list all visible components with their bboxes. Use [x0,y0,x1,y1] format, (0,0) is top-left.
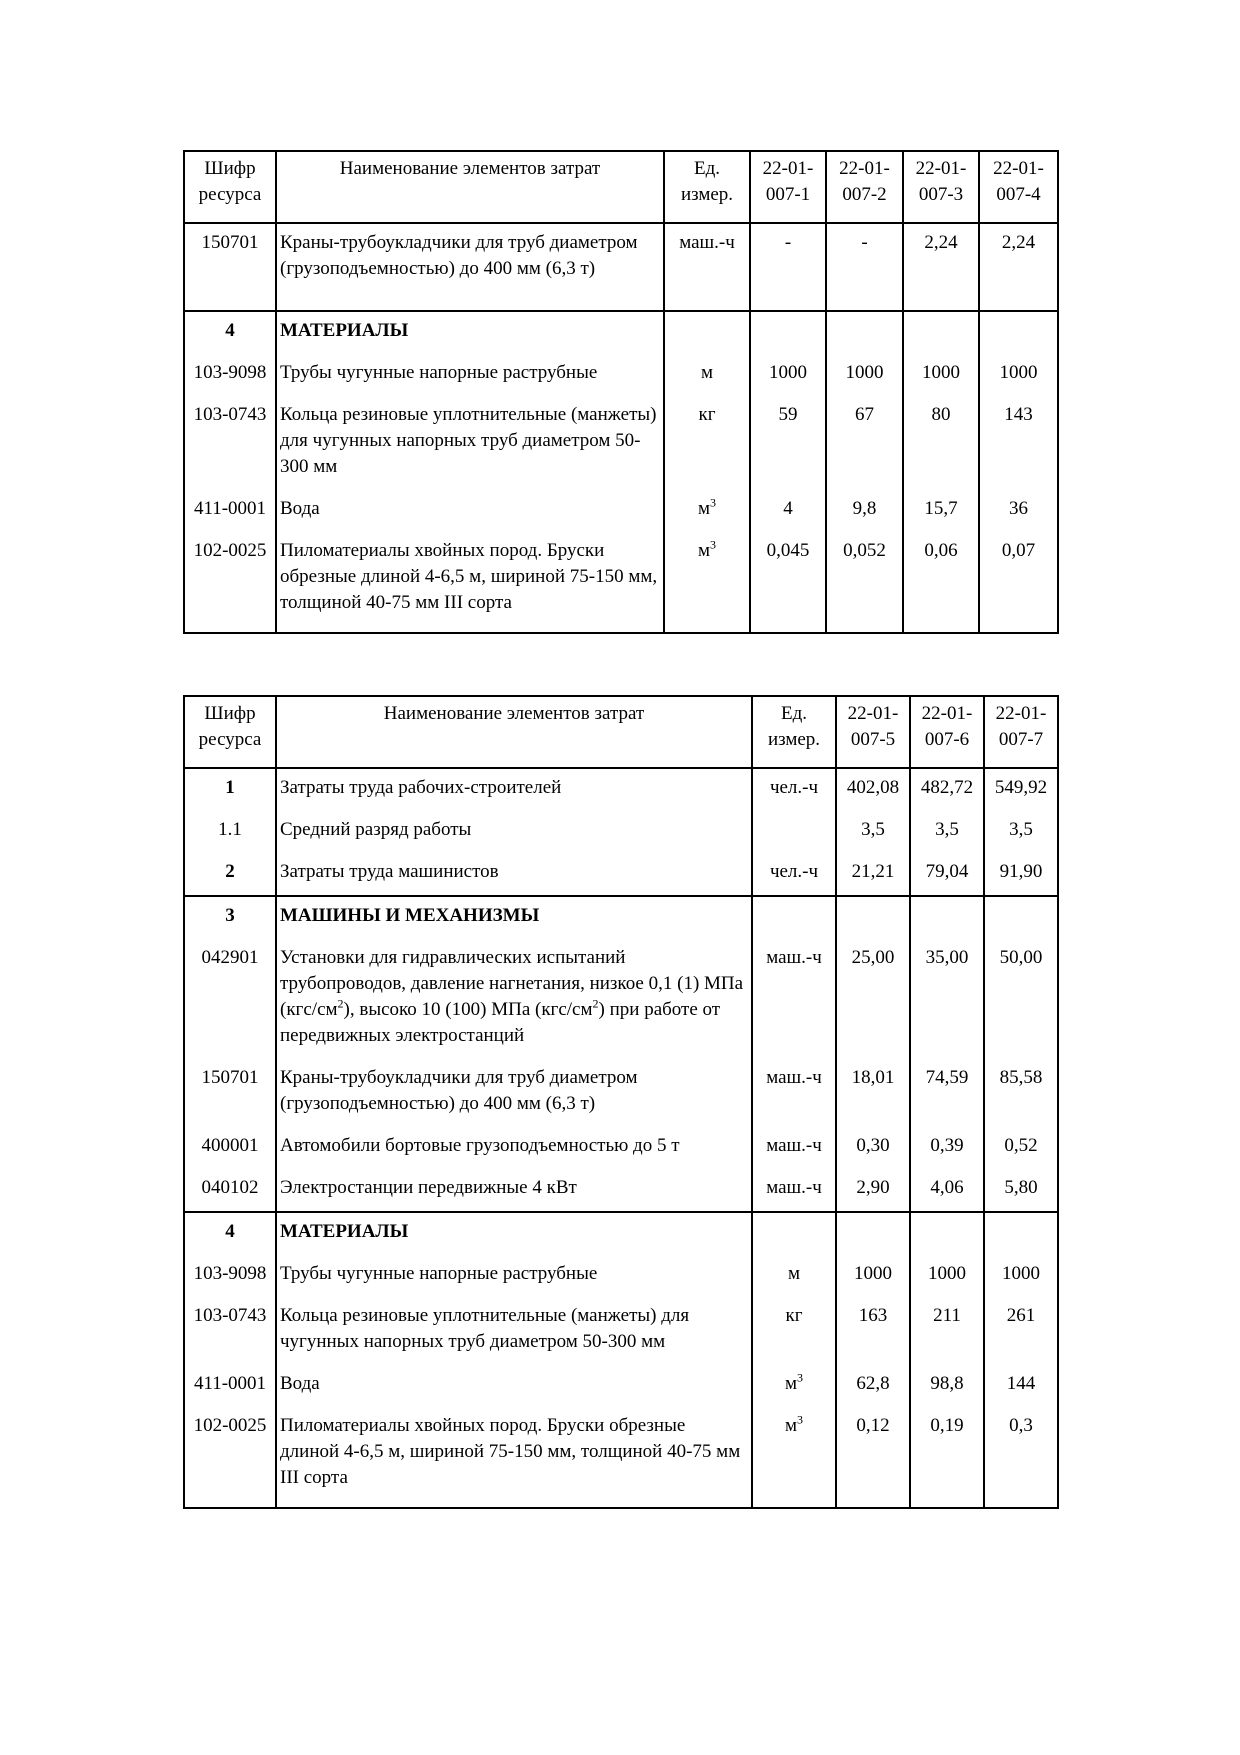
value-cell: 1000 [984,1255,1058,1297]
value-cell: 21,21 [836,853,910,896]
table-row [184,1169,1058,1212]
resource-code: 411-0001 [184,490,276,532]
resource-code: 1 [184,768,276,811]
value-cell: 3,5 [984,811,1058,853]
value-cell: 0,06 [903,532,979,633]
resource-name: Затраты труда рабочих-строителей [276,768,752,811]
table-row [184,1407,1058,1508]
value-cell: 143 [979,396,1058,490]
value-cell: 62,8 [836,1365,910,1407]
resource-table-2 [183,695,1059,1509]
header-code: Шифр ресурса [184,151,276,223]
value-cell: 4 [750,490,826,532]
resource-name: Пиломатериалы хвойных пород. Бруски обрезные длиной 4-6,5 м, шириной 75-150 мм, толщиной 40-75 мм III сорта [276,1407,752,1508]
value-cell: 1000 [826,354,903,396]
resource-name: Кольца резиновые уплотнительные (манжеты) для чугунных напорных труб диаметром 50-300 мм [276,1297,752,1365]
resource-name: Трубы чугунные напорные раструбные [276,1255,752,1297]
value-cell: 482,72 [910,768,984,811]
resource-name: Кольца резиновые уплотнительные (манжеты) для чугунных напорных труб диаметром 50-300 мм [276,396,664,490]
resource-name: Автомобили бортовые грузоподъемностью до 5 т [276,1127,752,1169]
resource-unit: чел.-ч [752,853,836,896]
value-cell: 1000 [836,1255,910,1297]
value-cell: 0,19 [910,1407,984,1508]
resource-code: 150701 [184,1059,276,1127]
header-col: 22-01-007-7 [984,696,1058,768]
value-cell: 2,90 [836,1169,910,1212]
header-col: 22-01-007-5 [836,696,910,768]
resource-unit: маш.-ч [752,1059,836,1127]
value-cell: 211 [910,1297,984,1365]
table-row [184,354,1058,396]
value-cell: 1000 [979,354,1058,396]
value-cell: 549,92 [984,768,1058,811]
header-unit: Ед. измер. [752,696,836,768]
value-cell: 18,01 [836,1059,910,1127]
section-header-row [184,1212,1058,1255]
resource-code: 102-0025 [184,532,276,633]
value-cell: 0,30 [836,1127,910,1169]
table-row [184,1365,1058,1407]
value-cell: 59 [750,396,826,490]
value-cell: 9,8 [826,490,903,532]
resource-unit: чел.-ч [752,768,836,811]
resource-unit: маш.-ч [752,939,836,1059]
table-row [184,1059,1058,1127]
table-row [184,853,1058,896]
table-row [184,939,1058,1059]
value-cell: 91,90 [984,853,1058,896]
resource-code: 103-9098 [184,354,276,396]
value-cell: 1000 [750,354,826,396]
header-col: 22-01-007-6 [910,696,984,768]
value-cell: 85,58 [984,1059,1058,1127]
section-header-row [184,311,1058,354]
section-code: 4 [184,1212,276,1255]
value-cell: 79,04 [910,853,984,896]
header-col: 22-01-007-2 [826,151,903,223]
header-unit: Ед. измер. [664,151,750,223]
resource-unit [752,811,836,853]
table-header-row [184,151,1058,223]
resource-code: 411-0001 [184,1365,276,1407]
header-name: Наименование элементов затрат [276,696,752,768]
resource-code: 103-0743 [184,396,276,490]
value-cell: 2,24 [979,223,1058,311]
value-cell: - [750,223,826,311]
value-cell: 0,39 [910,1127,984,1169]
resource-code: 150701 [184,223,276,311]
resource-unit: $м^3$ [752,1407,836,1508]
resource-code: 103-0743 [184,1297,276,1365]
value-cell: 25,00 [836,939,910,1059]
resource-name: Вода [276,1365,752,1407]
value-cell: 3,5 [836,811,910,853]
value-cell: 74,59 [910,1059,984,1127]
value-cell: 261 [984,1297,1058,1365]
table-row [184,490,1058,532]
resource-name: Электростанции передвижные 4 кВт [276,1169,752,1212]
resource-table-1 [183,150,1059,634]
value-cell: 3,5 [910,811,984,853]
value-cell: 0,12 [836,1407,910,1508]
header-name: Наименование элементов затрат [276,151,664,223]
value-cell: 163 [836,1297,910,1365]
resource-unit: $м^3$ [664,532,750,633]
resource-unit: $м^3$ [752,1365,836,1407]
value-cell: 402,08 [836,768,910,811]
header-code: Шифр ресурса [184,696,276,768]
value-cell: 1000 [903,354,979,396]
resource-code: 040102 [184,1169,276,1212]
section-title: МАШИНЫ И МЕХАНИЗМЫ [276,896,752,939]
value-cell: - [826,223,903,311]
table-row [184,811,1058,853]
value-cell: 15,7 [903,490,979,532]
value-cell: 1000 [910,1255,984,1297]
table-row [184,768,1058,811]
resource-unit: м [752,1255,836,1297]
resource-unit: маш.-ч [664,223,750,311]
resource-name: Трубы чугунные напорные раструбные [276,354,664,396]
value-cell: 35,00 [910,939,984,1059]
resource-code: 102-0025 [184,1407,276,1508]
value-cell: 98,8 [910,1365,984,1407]
resource-name: Вода [276,490,664,532]
table-row [184,223,1058,311]
resource-unit: маш.-ч [752,1169,836,1212]
header-col: 22-01-007-3 [903,151,979,223]
table-row [184,1297,1058,1365]
resource-code: 400001 [184,1127,276,1169]
value-cell: 0,52 [984,1127,1058,1169]
section-header-row [184,896,1058,939]
value-cell: 0,3 [984,1407,1058,1508]
table-row [184,1255,1058,1297]
value-cell: 0,07 [979,532,1058,633]
resource-name: Краны-трубоукладчики для труб диаметром (грузоподъемностью) до 400 мм (6,3 т) [276,223,664,311]
resource-unit: кг [664,396,750,490]
section-title: МАТЕРИАЛЫ [276,1212,752,1255]
resource-code: 1.1 [184,811,276,853]
resource-name: Краны-трубоукладчики для труб диаметром (грузоподъемностью) до 400 мм (6,3 т) [276,1059,752,1127]
resource-name: Затраты труда машинистов [276,853,752,896]
value-cell: 0,052 [826,532,903,633]
section-code: 3 [184,896,276,939]
section-title: МАТЕРИАЛЫ [276,311,664,354]
header-col: 22-01-007-4 [979,151,1058,223]
table-header-row [184,696,1058,768]
resource-code: 042901 [184,939,276,1059]
table-row [184,532,1058,633]
resource-name: Средний разряд работы [276,811,752,853]
table-row [184,396,1058,490]
header-col: 22-01-007-1 [750,151,826,223]
value-cell: 4,06 [910,1169,984,1212]
value-cell: 67 [826,396,903,490]
resource-code: 103-9098 [184,1255,276,1297]
resource-name: Пиломатериалы хвойных пород. Бруски обрезные длиной 4-6,5 м, шириной 75-150 мм, толщиной 40-75 мм III сорта [276,532,664,633]
resource-code: 2 [184,853,276,896]
resource-unit: $м^3$ [664,490,750,532]
value-cell: 50,00 [984,939,1058,1059]
value-cell: 144 [984,1365,1058,1407]
value-cell: 2,24 [903,223,979,311]
resource-unit: кг [752,1297,836,1365]
value-cell: 36 [979,490,1058,532]
section-code: 4 [184,311,276,354]
value-cell: 5,80 [984,1169,1058,1212]
resource-unit: маш.-ч [752,1127,836,1169]
resource-unit: м [664,354,750,396]
resource-name: Установки для гидравлических испытаний трубопроводов, давление нагнетания, низкое 0,1 (1) МПа $(кгс/см^2)$, высоко 10 (100) МПа $(кгс/см^2)$ при работе от передвижных электростанций [276,939,752,1059]
value-cell: 0,045 [750,532,826,633]
table-row [184,1127,1058,1169]
value-cell: 80 [903,396,979,490]
